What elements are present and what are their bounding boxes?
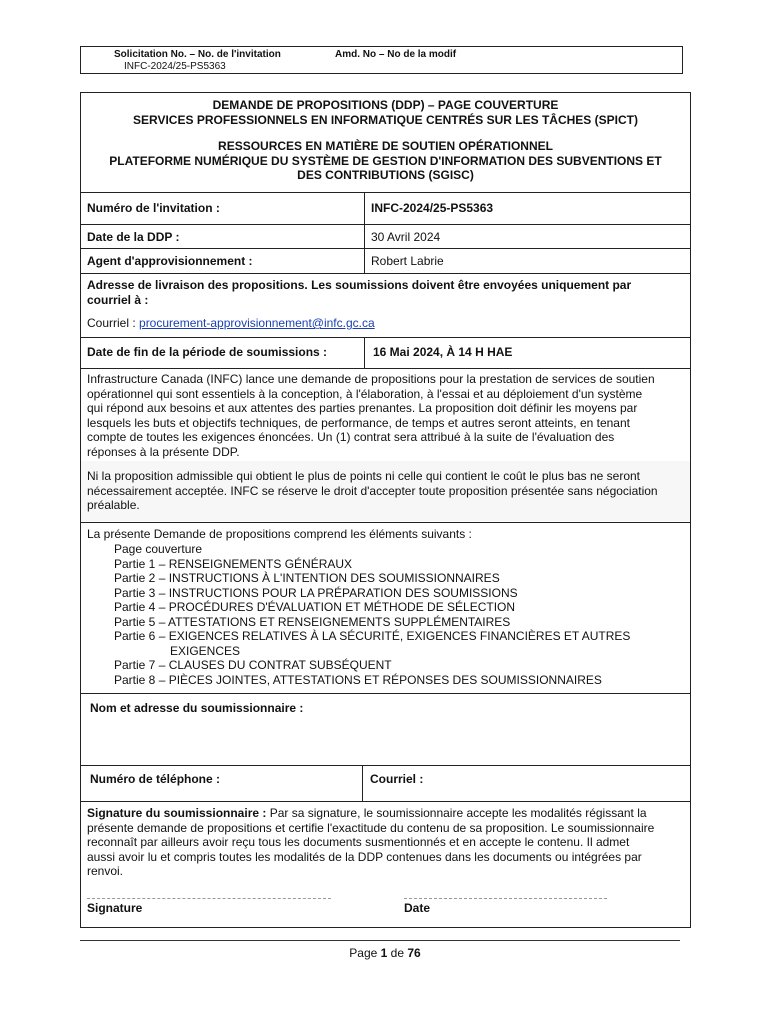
title-line-2: SERVICES PROFESSIONNELS EN INFORMATIQUE CENTRÉS SUR LES TÂCHES (SPICT) bbox=[133, 112, 638, 127]
title-line-4a: PLATEFORME NUMÉRIQUE DU SYSTÈME DE GESTION D'INFORMATION DES SUBVENTIONS ET bbox=[109, 153, 662, 168]
intro-p2-line: nécessairement acceptée. INFC se réserve le droit d'accepter toute proposition présentée sans négociation bbox=[87, 483, 658, 498]
solicitation-label: Solicitation No. – No. de l'invitation bbox=[114, 49, 281, 60]
intro-p1-line: Infrastructure Canada (INFC) lance une demande de propositions pour la prestation de services de soutien bbox=[87, 372, 655, 386]
invitation-label: Numéro de l'invitation : bbox=[87, 201, 220, 215]
date-value: 30 Avril 2024 bbox=[371, 230, 441, 244]
list-item: EXIGENCES bbox=[170, 643, 241, 658]
bidder-email-label[interactable]: Courriel : bbox=[370, 772, 424, 786]
delivery-text bbox=[87, 278, 631, 307]
intro-paragraph-1 bbox=[87, 372, 655, 459]
intro-p1-line: opérationnel qui sont essentiels à la conception, à l'élaboration, à l'essai et au déploiement d'un système bbox=[87, 386, 643, 401]
agent-label: Agent d'approvisionnement : bbox=[87, 254, 253, 268]
cover-form bbox=[80, 92, 691, 928]
end-date-row bbox=[81, 337, 690, 368]
signature-line: aussi avoir lu et compris toutes les modalités de la DDP contenues dans les documents ou intégrées par bbox=[87, 849, 642, 864]
amendment-label: Amd. No – No de la modif bbox=[335, 49, 457, 60]
signature-line: présente demande de propositions et certifie l'exactitude du contenu de sa proposition. Le soumissionnaire bbox=[87, 820, 655, 835]
intro-p1-line: qui répond aux besoins et aux attentes des parties prenantes. La proposition doit définir les moyens par bbox=[87, 401, 638, 415]
signature-line: reconnaît par ailleurs avoir reçu tous les documents susmentionnés et en accepte le contenu. Il admet bbox=[87, 835, 630, 849]
date-line-rule[interactable] bbox=[404, 898, 607, 899]
list-item: Partie 2 – INSTRUCTIONS À L'INTENTION DES SOUMISSIONNAIRES bbox=[114, 571, 500, 585]
signature-text bbox=[87, 806, 654, 879]
agent-row bbox=[81, 248, 690, 273]
page-prefix: Page bbox=[349, 946, 381, 960]
header-box bbox=[80, 46, 683, 74]
list-item: Partie 5 – ATTESTATIONS ET RENSEIGNEMENTS SUPPLÉMENTAIRES bbox=[114, 614, 511, 629]
signature-label: Signature bbox=[87, 901, 143, 915]
page-mid: de bbox=[387, 946, 408, 960]
list-item: Partie 1 – RENSEIGNEMENTS GÉNÉRAUX bbox=[114, 556, 353, 571]
signature-line-rule[interactable] bbox=[87, 898, 331, 899]
solicitation-number: INFC-2024/25-PS5363 bbox=[124, 61, 226, 72]
agent-value: Robert Labrie bbox=[371, 254, 444, 268]
intro-row bbox=[81, 368, 690, 522]
phone-label[interactable]: Numéro de téléphone : bbox=[90, 772, 221, 786]
list-item: Partie 6 – EXIGENCES RELATIVES À LA SÉCURITÉ, EXIGENCES FINANCIÈRES ET AUTRES bbox=[114, 629, 631, 643]
intro-p1-line: réponses à la présente DDP. bbox=[87, 444, 240, 459]
intro-p1-line: compte de toutes les exigences énoncées. Un (1) contrat sera attribué à la suite de l'évaluation des bbox=[87, 430, 615, 444]
date-row bbox=[81, 224, 690, 248]
date-label: Date de la DDP : bbox=[87, 230, 180, 244]
contents-row bbox=[81, 522, 690, 693]
bidder-name-row[interactable] bbox=[81, 693, 690, 765]
bidder-name-label: Nom et adresse du soumissionnaire : bbox=[90, 701, 304, 715]
procurement-email-link[interactable]: procurement-approvisionnement@infc.gc.ca bbox=[139, 316, 375, 330]
signature-date-label: Date bbox=[404, 901, 431, 915]
intro-p2-line: Ni la proposition admissible qui obtient le plus de points ni celle qui contient le coût le plus bas ne seront bbox=[87, 469, 640, 483]
signature-lead: Signature du soumissionnaire : bbox=[87, 806, 267, 820]
title-line-1: DEMANDE DE PROPOSITIONS (DDP) – PAGE COUVERTURE bbox=[212, 98, 559, 112]
title-block bbox=[81, 98, 690, 183]
footer-rule bbox=[80, 940, 680, 941]
signature-row bbox=[81, 801, 690, 927]
invitation-value: INFC-2024/25-PS5363 bbox=[371, 201, 494, 215]
intro-paragraph-2 bbox=[81, 461, 690, 521]
title-line-3: RESSOURCES EN MATIÈRE DE SOUTIEN OPÉRATIONNEL bbox=[218, 139, 553, 153]
signature-line: renvoi. bbox=[87, 864, 124, 878]
intro-p2-line: préalable. bbox=[87, 498, 140, 512]
list-item: Partie 8 – PIÈCES JOINTES, ATTESTATIONS ET RÉPONSES DES SOUMISSIONNAIRES bbox=[114, 672, 602, 687]
page-current: 1 bbox=[380, 946, 388, 960]
list-item: Partie 4 – PROCÉDURES D'ÉVALUATION ET MÉTHODE DE SÉLECTION bbox=[114, 600, 516, 614]
list-item: Partie 3 – INSTRUCTIONS POUR LA PRÉPARATION DES SOUMISSIONS bbox=[114, 585, 518, 600]
end-date-label: Date de fin de la période de soumissions : bbox=[87, 345, 328, 359]
contents-list bbox=[114, 542, 630, 687]
email-prefix: Courriel : bbox=[87, 316, 140, 330]
invitation-row bbox=[81, 192, 690, 224]
delivery-row bbox=[81, 273, 690, 337]
end-date-value: 16 Mai 2024, À 14 H HAE bbox=[373, 345, 513, 359]
page-total: 76 bbox=[407, 946, 421, 960]
page-number bbox=[0, 946, 770, 960]
intro-p1-line: lesquels les buts et objectifs techniques, de performance, de temps et autres seront atteints, en tenant bbox=[87, 415, 630, 430]
list-item: Page couverture bbox=[114, 542, 203, 556]
bidder-contact-row bbox=[81, 765, 690, 801]
delivery-line-1: Adresse de livraison des propositions. Les soumissions doivent être envoyées uniquement par bbox=[87, 278, 632, 292]
list-item: Partie 7 – CLAUSES DU CONTRAT SUBSÉQUENT bbox=[114, 658, 392, 672]
signature-first-line: Par sa signature, le soumissionnaire accepte les modalités régissant la bbox=[266, 806, 647, 820]
title-line-4b: DES CONTRIBUTIONS (SGISC) bbox=[297, 168, 474, 182]
contents-heading: La présente Demande de propositions comprend les éléments suivants : bbox=[87, 527, 472, 541]
delivery-line-2: courriel à : bbox=[87, 292, 149, 307]
email-line bbox=[87, 316, 375, 331]
